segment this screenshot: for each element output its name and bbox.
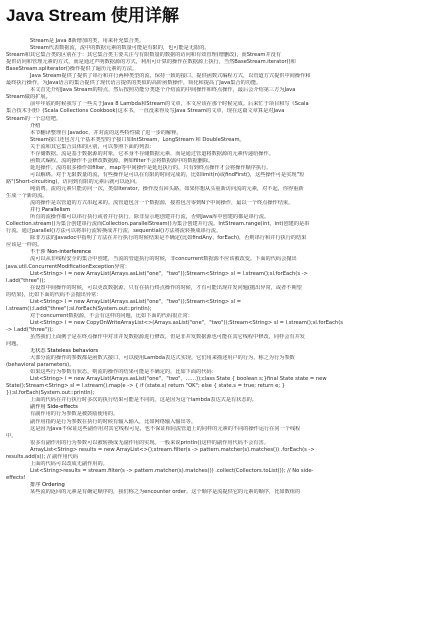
- section-heading: 介绍: [30, 122, 41, 129]
- paragraph-line: 问题。: [6, 341, 22, 348]
- paragraph-line: (behavioral parameters)。: [6, 362, 75, 369]
- paragraph-line: 的结果)，比如下面的代码不会抛出异常：: [6, 291, 102, 298]
- paragraph-line: 可以解绑。对于无限数量的流，有些操作是可以在有限的时间完成的，比如limit(n)或findFirst()，这些操作可是实现"短: [30, 171, 305, 178]
- paragraph-line: 生成一个新的流。: [6, 193, 48, 200]
- paragraph-line: List<String> l = new ArrayList(Arrays.asList("one"，"two"));Stream<String> sl =: [30, 298, 242, 305]
- paragraph-line: 路"(Short-circuiting)，访问到有限的元素后就可以返回。: [6, 178, 141, 185]
- paragraph-line: 虽然我们上面例子是在终点操作中对非并发数据源进行修改，但是非并发数据源也可能在其它线程中修改，同样会有并发: [30, 333, 305, 340]
- page-title: Java Stream 使用详解: [6, 6, 179, 25]
- paragraph-line: 所有的流操作都可以串行执行或者并行执行。除非显示地创建并行流，否则Java库中创建的都是串行流。: [30, 214, 270, 221]
- paragraph-line: Java Stream提供了提供了串行和并行两种类型的流，保持一致的接口，提供函数式编程方式，以管道方式提供中间操作和: [30, 73, 311, 80]
- paragraph-line: Collection.stream()为集合创建串行流而Collection.parallelStream()为集合创建并行流。IntStream.range(int，int)创建的是串: [6, 221, 310, 228]
- paragraph-line: 函数式编程。流的操作不会修改数据源，例如filter不会将数据源中的数据删除。: [30, 157, 214, 164]
- paragraph-line: 在设置中间操作的时候，可以更改数据源，只有在执行终点操作的时候，才有可能出现并发问题(抛出异常，或者不期望: [30, 284, 302, 291]
- paragraph-line: Stream做的扩展。: [6, 94, 51, 101]
- paragraph-line: Stream的一个总结吧。: [6, 115, 62, 122]
- paragraph-line: 对于concurrent数据源，不会有这样的问题，比如下面的代码很正常：: [30, 312, 193, 319]
- paragraph-line: Stream代表数据流，流中的数据元素的数量可能是有限的，也可能是无限的。: [30, 45, 210, 52]
- paragraph-line: Stream是 Java 8新增加的类，用来补充集合类。: [30, 38, 145, 44]
- paragraph-line: -> l.add("three"));: [6, 326, 54, 333]
- section-heading: 副作用 Side-effects: [30, 404, 78, 411]
- paragraph-line: 中。: [6, 432, 17, 439]
- section-heading: 排序 Ordering: [30, 481, 65, 488]
- paragraph-line: 纯消费。流的元素只能访问一次，类似Iterator，操作没有回头路，如果你想从头重新访问流的元素，对不起，你得重新: [30, 185, 304, 192]
- paragraph-line: 应该是一样的。: [6, 242, 43, 249]
- paragraph-line: 很多有副作用的行为参数可以被转换成无副作用的实现。一般来说println()这样的副作用代码不会有害。: [30, 439, 269, 446]
- paragraph-line: 大部分流的操作的参数都是函数式接口，可以使用Lambda表达式实现。它们用来描述用户的行为，称之为行为参数: [30, 355, 295, 362]
- paragraph-line: effects!: [6, 474, 26, 481]
- paragraph-line: 行流。通过parallel()方法可以将串行流转换成并行流，sequential()方法将流转换成串行流。: [6, 228, 222, 235]
- paragraph-line: 集合技术手册》(Scala Collections Cookbook)这本书，一直没来得及写Java Stream的文章，现在这篇文章算是对Java: [6, 108, 285, 115]
- paragraph-line: Stream和其它集合类的区别在于：其它集合类主要关注与有限数量的数据的访问和有效管理(增删改)，而Stream并没有: [6, 52, 282, 59]
- paragraph-line: java.util.ConcurrentModificationException异常：: [6, 263, 130, 270]
- section-heading: 无状态 Stateless behaviors: [30, 348, 99, 355]
- paragraph-line: ArrayList<String> results = new ArrayList<>();stream.filter(s -> pattern.matcher(s).matches()) .forEach(s ->: [30, 446, 315, 453]
- paragraph-line: 不存储数据。流是基于数据源的对象，它本身不存储数据元素，而是通过管道将数据源的元素传递给操作。: [30, 150, 274, 157]
- paragraph-line: 关于流和其它集合具体的区别，可以参照下面的列表：: [30, 143, 155, 150]
- paragraph-line: 这是因为Java不保证这些副作用对其它线程可见，也不保证相同流管道上的同样的元素的不同的操作运行在同一个线程: [30, 425, 301, 432]
- paragraph-line: 流的操作是以管道的方式串起来的。流管道包含一个数据源，接着包含零到N个中间操作，最以一个终点操作结束。: [30, 200, 294, 207]
- paragraph-line: 本文首先介绍Java Stream的特点，然后按照功能分类逐个介绍流的中间操作和终点操作，最后会介绍第三方为Java: [30, 87, 296, 94]
- paragraph-line: BaseStream.spliterator()操作提供了遍历元素的方法。: [6, 66, 138, 73]
- paragraph-line: 有副作用的行为参数是被鼓励使用的。: [30, 411, 119, 418]
- paragraph-line: 如果这些行为参数有状态，则流的操作的结果可能是不确定的，比如下面的代码：: [30, 369, 217, 376]
- paragraph-line: 本节翻译整理自 Javadoc，并对流的这些特性做了进一步的解释。: [30, 129, 182, 136]
- paragraph-line: l.add("three"));: [6, 277, 46, 284]
- paragraph-line: List<String>results = stream.filter(s -> pattern.matcher(s).matches()) .collect(Collectors.toList()); // No side-: [30, 467, 314, 474]
- paragraph-line: 除非方法的Javadoc中指明了方法在并行执行的时候结果是不确定(比如findAny、forEach)，否则串行和并行执行的结果: [30, 235, 307, 242]
- section-heading: 并行 Parallelism: [30, 207, 71, 214]
- paragraph-line: 副作用指的是行为参数在执行的时候有输入输入，比如网络输入输出等。: [30, 418, 197, 425]
- paragraph-line: 提供访问和管理元素的方式，而是通过声明数据源的方式，利用可计算的操作在数据源上执行，当然BaseStream.iterator()和: [6, 59, 296, 66]
- paragraph-line: 上面的代码在并行执行时多次的执行结果可能是不同的。这是因为这个lambda表达式是有状态的。: [30, 397, 257, 404]
- paragraph-line: 上面的代码可以改成无副作用的。: [30, 460, 108, 467]
- article-body: [6, 38, 434, 616]
- paragraph-line: List<String> l = new CopyOnWriteArrayList<>(Arrays.asList("one"，"two"));Stream<String> sl = l.stream();sl.forEach(s: [30, 319, 343, 326]
- paragraph-line: List<String> l = new ArrayList(Arrays.asList("one"，"two"，……));class State { boolean s;}final State state = new: [30, 376, 327, 383]
- paragraph-line: 某些流的返回的元素是有确定顺序的，我们称之为encounter order。这个顺序是流提供它的元素的顺序，比如数组的: [30, 489, 301, 495]
- paragraph-line: results.add(s)); // 副作用代码: [6, 453, 79, 460]
- paragraph-line: Stream接口还包含几个基本类型的子接口如IntStream，LongStream 和 DoubleStream。: [30, 136, 245, 143]
- paragraph-line: 延迟操作。流的很多操作如filter，map等中间操作是延迟执行的，只有到终点操作才会将操作顺序执行。: [30, 164, 272, 171]
- paragraph-line: 流可以从非线程安全的集合中创建，当流的管道执行的时候，非concurrent数据源不应该被改变。下面的代码会抛出: [30, 256, 297, 263]
- section-heading: 不干涉 Non-interference: [30, 249, 92, 256]
- paragraph-line: 前年年底的时候我写了一些关于Java 8 Lambda和Stream的文章，本文应该在那个时候完成。后来忙于项目和写《Scala: [30, 101, 309, 108]
- paragraph-line: });sl.forEach(System.out::println);: [6, 390, 95, 397]
- paragraph-line: State();Stream<String> sl = l.stream().map(e -> { if (state.s) return "OK"; else { state.s = true; return e; }: [6, 383, 286, 390]
- paragraph-line: List<String> l = new ArrayList(Arrays.asList("one"，"two"));Stream<String> sl = l.stream();sl.forEach(s ->: [30, 270, 308, 277]
- paragraph-line: 最终执行操作，为Java语言的集合提供了现代语言提供的类似的高阶函数操作，简化和提高了Java集合的功能。: [6, 80, 262, 87]
- paragraph-line: l.stream();l.add("three");sl.forEach(System.out::println);: [6, 305, 152, 312]
